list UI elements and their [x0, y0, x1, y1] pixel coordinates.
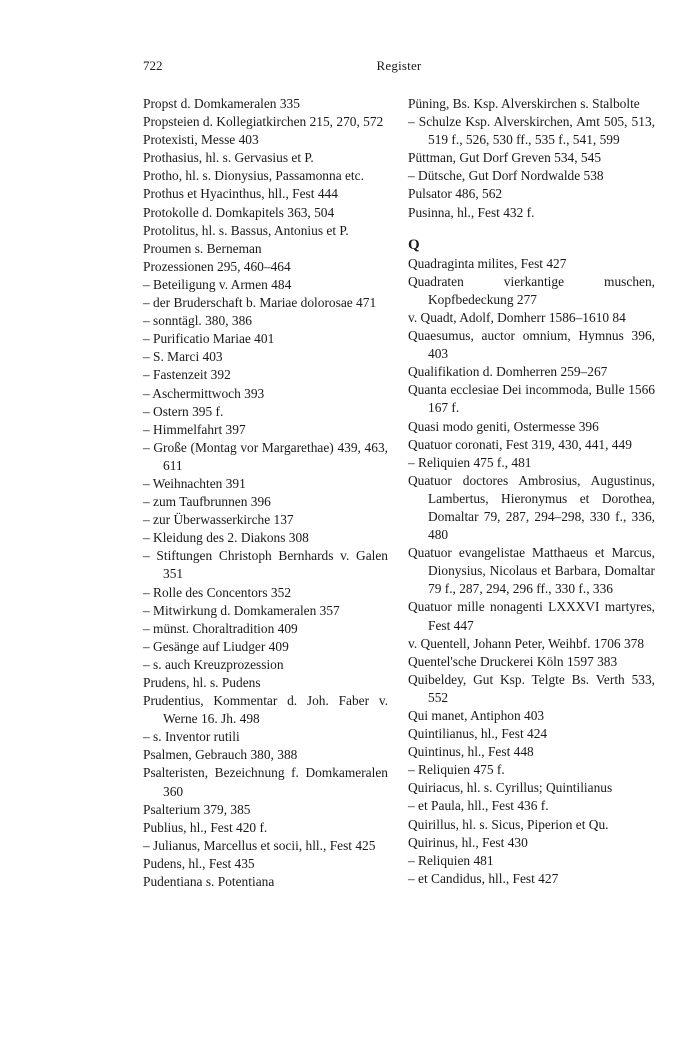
index-entry: Qualifikation d. Domherren 259–267: [408, 364, 608, 380]
index-entry: v. Quentell, Johann Peter, Weihbf. 1706 378: [408, 635, 645, 651]
index-entry: – der Bruderschaft b. Mariae dolorosae 471: [143, 295, 377, 311]
index-entry: Protolitus, hl. s. Bassus, Antonius et P.: [143, 222, 349, 238]
index-entry: – Julianus, Marcellus et socii, hll., Fest 425: [143, 837, 376, 853]
index-entry: – Ostern 395 f.: [143, 403, 224, 419]
index-column-left: [143, 95, 388, 891]
index-entry: – Große (Montag vor Margarethae) 439, 463, 611: [143, 439, 388, 473]
index-entry: Quadraten vierkantige muschen, Kopfbedeckung 277: [408, 273, 655, 307]
index-entry: Quatuor evangelistae Matthaeus et Marcus, Dionysius, Nicolaus et Barbara, Domaltar 79 f., 287, 294, 296 ff., 330 f., 336: [408, 545, 655, 597]
index-entry: Protho, hl. s. Dionysius, Passamonna etc.: [143, 168, 364, 184]
index-entry: – Rolle des Concentors 352: [143, 584, 292, 600]
index-entry: Publius, hl., Fest 420 f.: [143, 819, 268, 835]
index-entry: Quirillus, hl. s. Sicus, Piperion et Qu.: [408, 816, 609, 832]
index-entry: Prothus et Hyacinthus, hll., Fest 444: [143, 186, 338, 202]
index-entry: Quintinus, hl., Fest 448: [408, 744, 534, 760]
index-entry: Psalmen, Gebrauch 380, 388: [143, 747, 298, 763]
index-entry: – Dütsche, Gut Dorf Nordwalde 538: [408, 168, 604, 184]
index-entry: Pudentiana s. Potentiana: [143, 874, 275, 890]
index-entry: – S. Marci 403: [143, 349, 223, 365]
index-entry: – zur Überwasserkirche 137: [143, 512, 294, 528]
index-entry: – Reliquien 481: [408, 852, 494, 868]
index-entry: Protexisti, Messe 403: [143, 132, 259, 148]
index-column-right: [408, 95, 655, 888]
index-entry: Pulsator 486, 562: [408, 186, 503, 202]
index-entry: Quibeldey, Gut Ksp. Telgte Bs. Verth 533, 552: [408, 671, 655, 705]
index-entry: – s. auch Kreuzprozession: [143, 656, 284, 672]
index-entry: – Purificatio Mariae 401: [143, 331, 275, 347]
index-entry: v. Quadt, Adolf, Domherr 1586–1610 84: [408, 309, 626, 325]
index-entry: Quentel'sche Druckerei Köln 1597 383: [408, 653, 618, 669]
index-entry: Quiriacus, hl. s. Cyrillus; Quintilianus: [408, 780, 613, 796]
page-header: [143, 58, 655, 78]
index-entry: Proumen s. Berneman: [143, 240, 262, 256]
index-entry: – Beteiligung v. Armen 484: [143, 276, 292, 292]
index-entry: Psalteristen, Bezeichnung f. Domkameralen 360: [143, 765, 388, 799]
index-entry: Pusinna, hl., Fest 432 f.: [408, 204, 535, 220]
index-entry: – Stiftungen Christoph Bernhards v. Galen 351: [143, 548, 388, 582]
index-entry: Prozessionen 295, 460–464: [143, 258, 291, 274]
index-entry: – et Candidus, hll., Fest 427: [408, 870, 559, 886]
section-letter: Q: [408, 236, 420, 253]
index-entry: – et Paula, hll., Fest 436 f.: [408, 798, 549, 814]
index-entry: – Gesänge auf Liudger 409: [143, 638, 289, 654]
index-entry: Quasi modo geniti, Ostermesse 396: [408, 418, 599, 434]
index-entry: Quatuor doctores Ambrosius, Augustinus, Lambertus, Hieronymus et Dorothea, Domaltar 79, 287, 294–298, 330 f., 336, 480: [408, 472, 655, 543]
index-entry: Prothasius, hl. s. Gervasius et P.: [143, 150, 314, 166]
index-entry: Psalterium 379, 385: [143, 801, 251, 817]
index-entry: Quatuor coronati, Fest 319, 430, 441, 449: [408, 436, 632, 452]
index-entry: Püttman, Gut Dorf Greven 534, 545: [408, 150, 602, 166]
index-entry: – s. Inventor rutili: [143, 729, 240, 745]
index-entry: – Schulze Ksp. Alverskirchen, Amt 505, 513, 519 f., 526, 530 ff., 535 f., 541, 599: [408, 114, 655, 148]
index-entry: Prudens, hl. s. Pudens: [143, 675, 261, 690]
index-entry: Quanta ecclesiae Dei incommoda, Bulle 1566 167 f.: [408, 382, 655, 416]
index-entry: Püning, Bs. Ksp. Alverskirchen s. Stalbolte: [408, 96, 640, 111]
index-entry: – Fastenzeit 392: [143, 367, 231, 383]
index-entry: Quirinus, hl., Fest 430: [408, 834, 528, 850]
index-entry: Protokolle d. Domkapitels 363, 504: [143, 204, 335, 220]
index-entry: – münst. Choraltradition 409: [143, 620, 298, 636]
index-entry: Quatuor mille nonagenti LXXXVI martyres, Fest 447: [408, 599, 655, 633]
running-title: Register: [376, 58, 422, 73]
index-entry: Propst d. Domkameralen 335: [143, 96, 300, 111]
index-entry: – Reliquien 475 f., 481: [408, 454, 532, 470]
index-entry: Quaesumus, auctor omnium, Hymnus 396, 403: [408, 328, 655, 362]
index-entry: – sonntägl. 380, 386: [143, 313, 252, 329]
index-entry: Prudentius, Kommentar d. Joh. Faber v. Werne 16. Jh. 498: [143, 693, 388, 727]
index-entry: Quintilianus, hl., Fest 424: [408, 726, 548, 742]
index-entry: – Mitwirkung d. Domkameralen 357: [143, 602, 340, 618]
index-entry: Qui manet, Antiphon 403: [408, 708, 545, 723]
index-entry: – zum Taufbrunnen 396: [143, 494, 271, 510]
index-entry: – Kleidung des 2. Diakons 308: [143, 530, 309, 546]
index-entry: – Himmelfahrt 397: [143, 421, 246, 437]
index-entry: – Weihnachten 391: [143, 475, 246, 491]
index-entry: Pudens, hl., Fest 435: [143, 855, 255, 871]
index-entry: Propsteien d. Kollegiatkirchen 215, 270, 572: [143, 114, 384, 130]
index-entry: Quadraginta milites, Fest 427: [408, 255, 567, 271]
page-number: 722: [143, 58, 163, 73]
index-entry: – Aschermittwoch 393: [143, 385, 265, 401]
index-entry: – Reliquien 475 f.: [408, 762, 505, 778]
